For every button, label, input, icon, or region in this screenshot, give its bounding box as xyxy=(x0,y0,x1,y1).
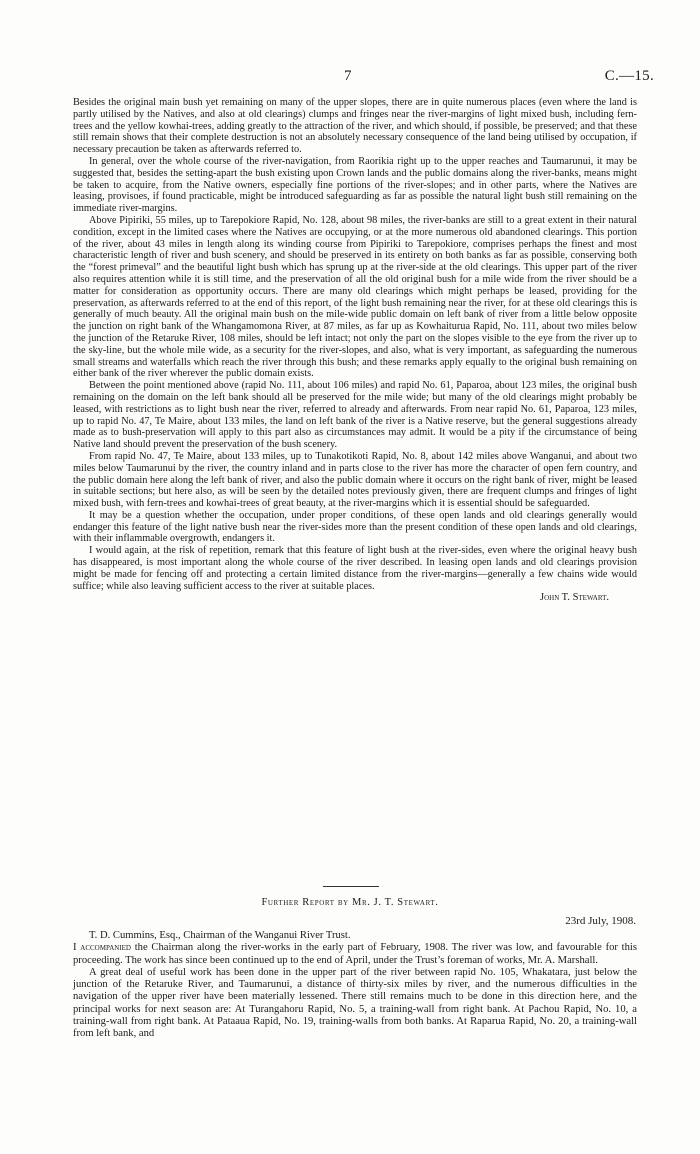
opening-words: I accompanied xyxy=(73,942,131,954)
section-heading: Further Report by Mr. J. T. Stewart. xyxy=(261,897,439,908)
report-one-body xyxy=(73,97,637,604)
paragraph: Between the point mentioned above (rapid No. 111, about 106 miles) and rapid No. 61, Paparoa, about 123 miles, the original bush remaining on the domain on the left bank should all be preserved for the mile wide; but many of the old clearings might probably be leased, with restrictions as to light bush near the river, referred to already and afterwards. From near rapid No. 61, Paparoa, 123 miles, up to rapid No. 47, Te Maire, about 133 miles, the land on left bank of the river is a Native reserve, but the general suggestions already made as to bush-preservation will apply to this part also as circumstances may admit. It would be a pity if the circumstance of being Native land should prevent the preservation of the bush scenery. xyxy=(73,380,637,451)
report-two-body xyxy=(73,930,637,1041)
paragraph: In general, over the whole course of the river-navigation, from Raorikia right up to the upper reaches and Taumarunui, it may be suggested that, besides the setting-apart the bush existing upon Crown lands and the public domains along the river-banks, means might be taken to acquire, from the Native owners, especially fine portions of the river-slopes; and in other parts, where the Natives are leasing, provisoes, if found practicable, might be introduced safeguarding as far as possible the natural light bush still remaining on the immediate river-margins. xyxy=(73,155,637,215)
paragraph: From rapid No. 47, Te Maire, about 133 miles, up to Tunakotikoti Rapid, No. 8, about 142 miles above Wanganui, and about two miles below Taumarunui by the river, the country inland and in parts close to the river has more the character of open fern country, and the public domain here along the left bank of river, and also the public domain where it occurs on the right bank of river, might be leased in suitable sections; but here also, as will be seen by the detailed notes previously given, there are frequent clumps and fringes of light mixed bush, with fern-trees and kowhai-trees of great beauty, at the river-margins which it is essential should be safeguarded. xyxy=(73,450,637,510)
section-divider xyxy=(323,886,379,887)
paragraph: It may be a question whether the occupation, under proper conditions, of these open lands and old clearings generally would endanger this feature of the light native bush near the river-sides more than the present condition of these open lands and old clearings, with their inflammable overgrowth, endangers it. xyxy=(73,509,637,545)
addressee: T. D. Cummins, Esq., Chairman of the Wanganui River Trust. xyxy=(89,930,351,941)
page-number: 7 xyxy=(344,68,352,84)
signature: John T. Stewart. xyxy=(540,592,609,604)
paragraph-text: the Chairman along the river-works in the early part of February, 1908. The river was low, and favourable for this proceeding. The work has since been continued up to the end of April, under the Trust’s foreman of works, Mr. A. Marshall. xyxy=(73,942,637,966)
report-date: 23rd July, 1908. xyxy=(565,915,636,927)
paragraph: A great deal of useful work has been done in the upper part of the river between rapid No. 105, Whakatara, just below the junction of the Retaruke River, and Taumarunui, a distance of thirty-six miles by river, and the numerous difficulties in the navigation of the upper river have been materially lessened. There still remains much to be done in this direction here, and the principal works for next season are: At Turangahoru Rapid, No. 5, a training-wall from right bank. At Pachou Rapid, No. 10, a training-wall from right bank. At Pataaua Rapid, No. 19, training-walls from both banks. At Raparua Rapid, No. 20, a training-wall from left bank, and xyxy=(73,966,637,1040)
paragraph: I would again, at the risk of repetition, remark that this feature of light bush at the river-sides, even where the original heavy bush has disappeared, is most important along the whole course of the river described. In leasing open lands and old clearings provision might be made for fencing off and protecting a certain limited distance from the river-margins—generally a few chains wide would suffice; while also leaving sufficient access to the river at suitable places. xyxy=(73,545,637,592)
paragraph xyxy=(73,942,637,967)
paragraph: Above Pipiriki, 55 miles, up to Tarepokiore Rapid, No. 128, about 98 miles, the river-banks are still to a great extent in their natural condition, except in the limited cases where the Natives are occupying, or at the more numerous old abandoned clearings. This portion of the river, about 43 miles in length along its winding course from Pipiriki to Tarepokiore, comprises perhaps the finest and most characteristic length of river and bush scenery, and should be preserved in its entirety on both banks as far as possible, conserving both the “forest primeval” and the beautiful light bush which has sprung up at the river-side at the old clearings. This upper part of the river also requires attention while it is still time, and the preservation of all the old original bush for a mile wide from the river should be a matter for consideration as opportunity occurs. There are many old clearings which might perhaps be leased, providing for the preservation, as afterwards referred to at the end of this report, of the light bush remaining near the river, for at these old clearings this is generally of much beauty. All the original main bush on the mile-wide public domain on left bank of river from a little below opposite the junction on right bank of the Whangamomona River, at 87 miles, as far up as Kowhaiturua Rapid, No. 111, about two miles below the junction of the Retaruke River, 108 miles, should be left intact; not only the part on the slopes visible to the eye from the river up to the sky-line, but the whole mile wide, as a security for the river-slopes, and also, what is very important, as safeguarding the numerous small streams and waterfalls which reach the river through this bush; and these remarks apply equally to the original bush remaining on either bank of the river wherever the public domain exists. xyxy=(73,214,637,380)
document-reference: C.—15. xyxy=(604,68,654,84)
paragraph: Besides the original main bush yet remaining on many of the upper slopes, there are in quite numerous places (even where the land is partly utilised by the Natives, and also at old clearings) clumps and fringes near the river-margins of light mixed bush, including fern-trees and the yellow kowhai-trees, adding greatly to the attraction of the river, and which should, if possible, be preserved; and that these still remain shows that their complete destruction is not an absolutely necessary consequence of the land being utilised by occupation, if necessary precaution be taken as afterwards referred to. xyxy=(73,97,637,156)
